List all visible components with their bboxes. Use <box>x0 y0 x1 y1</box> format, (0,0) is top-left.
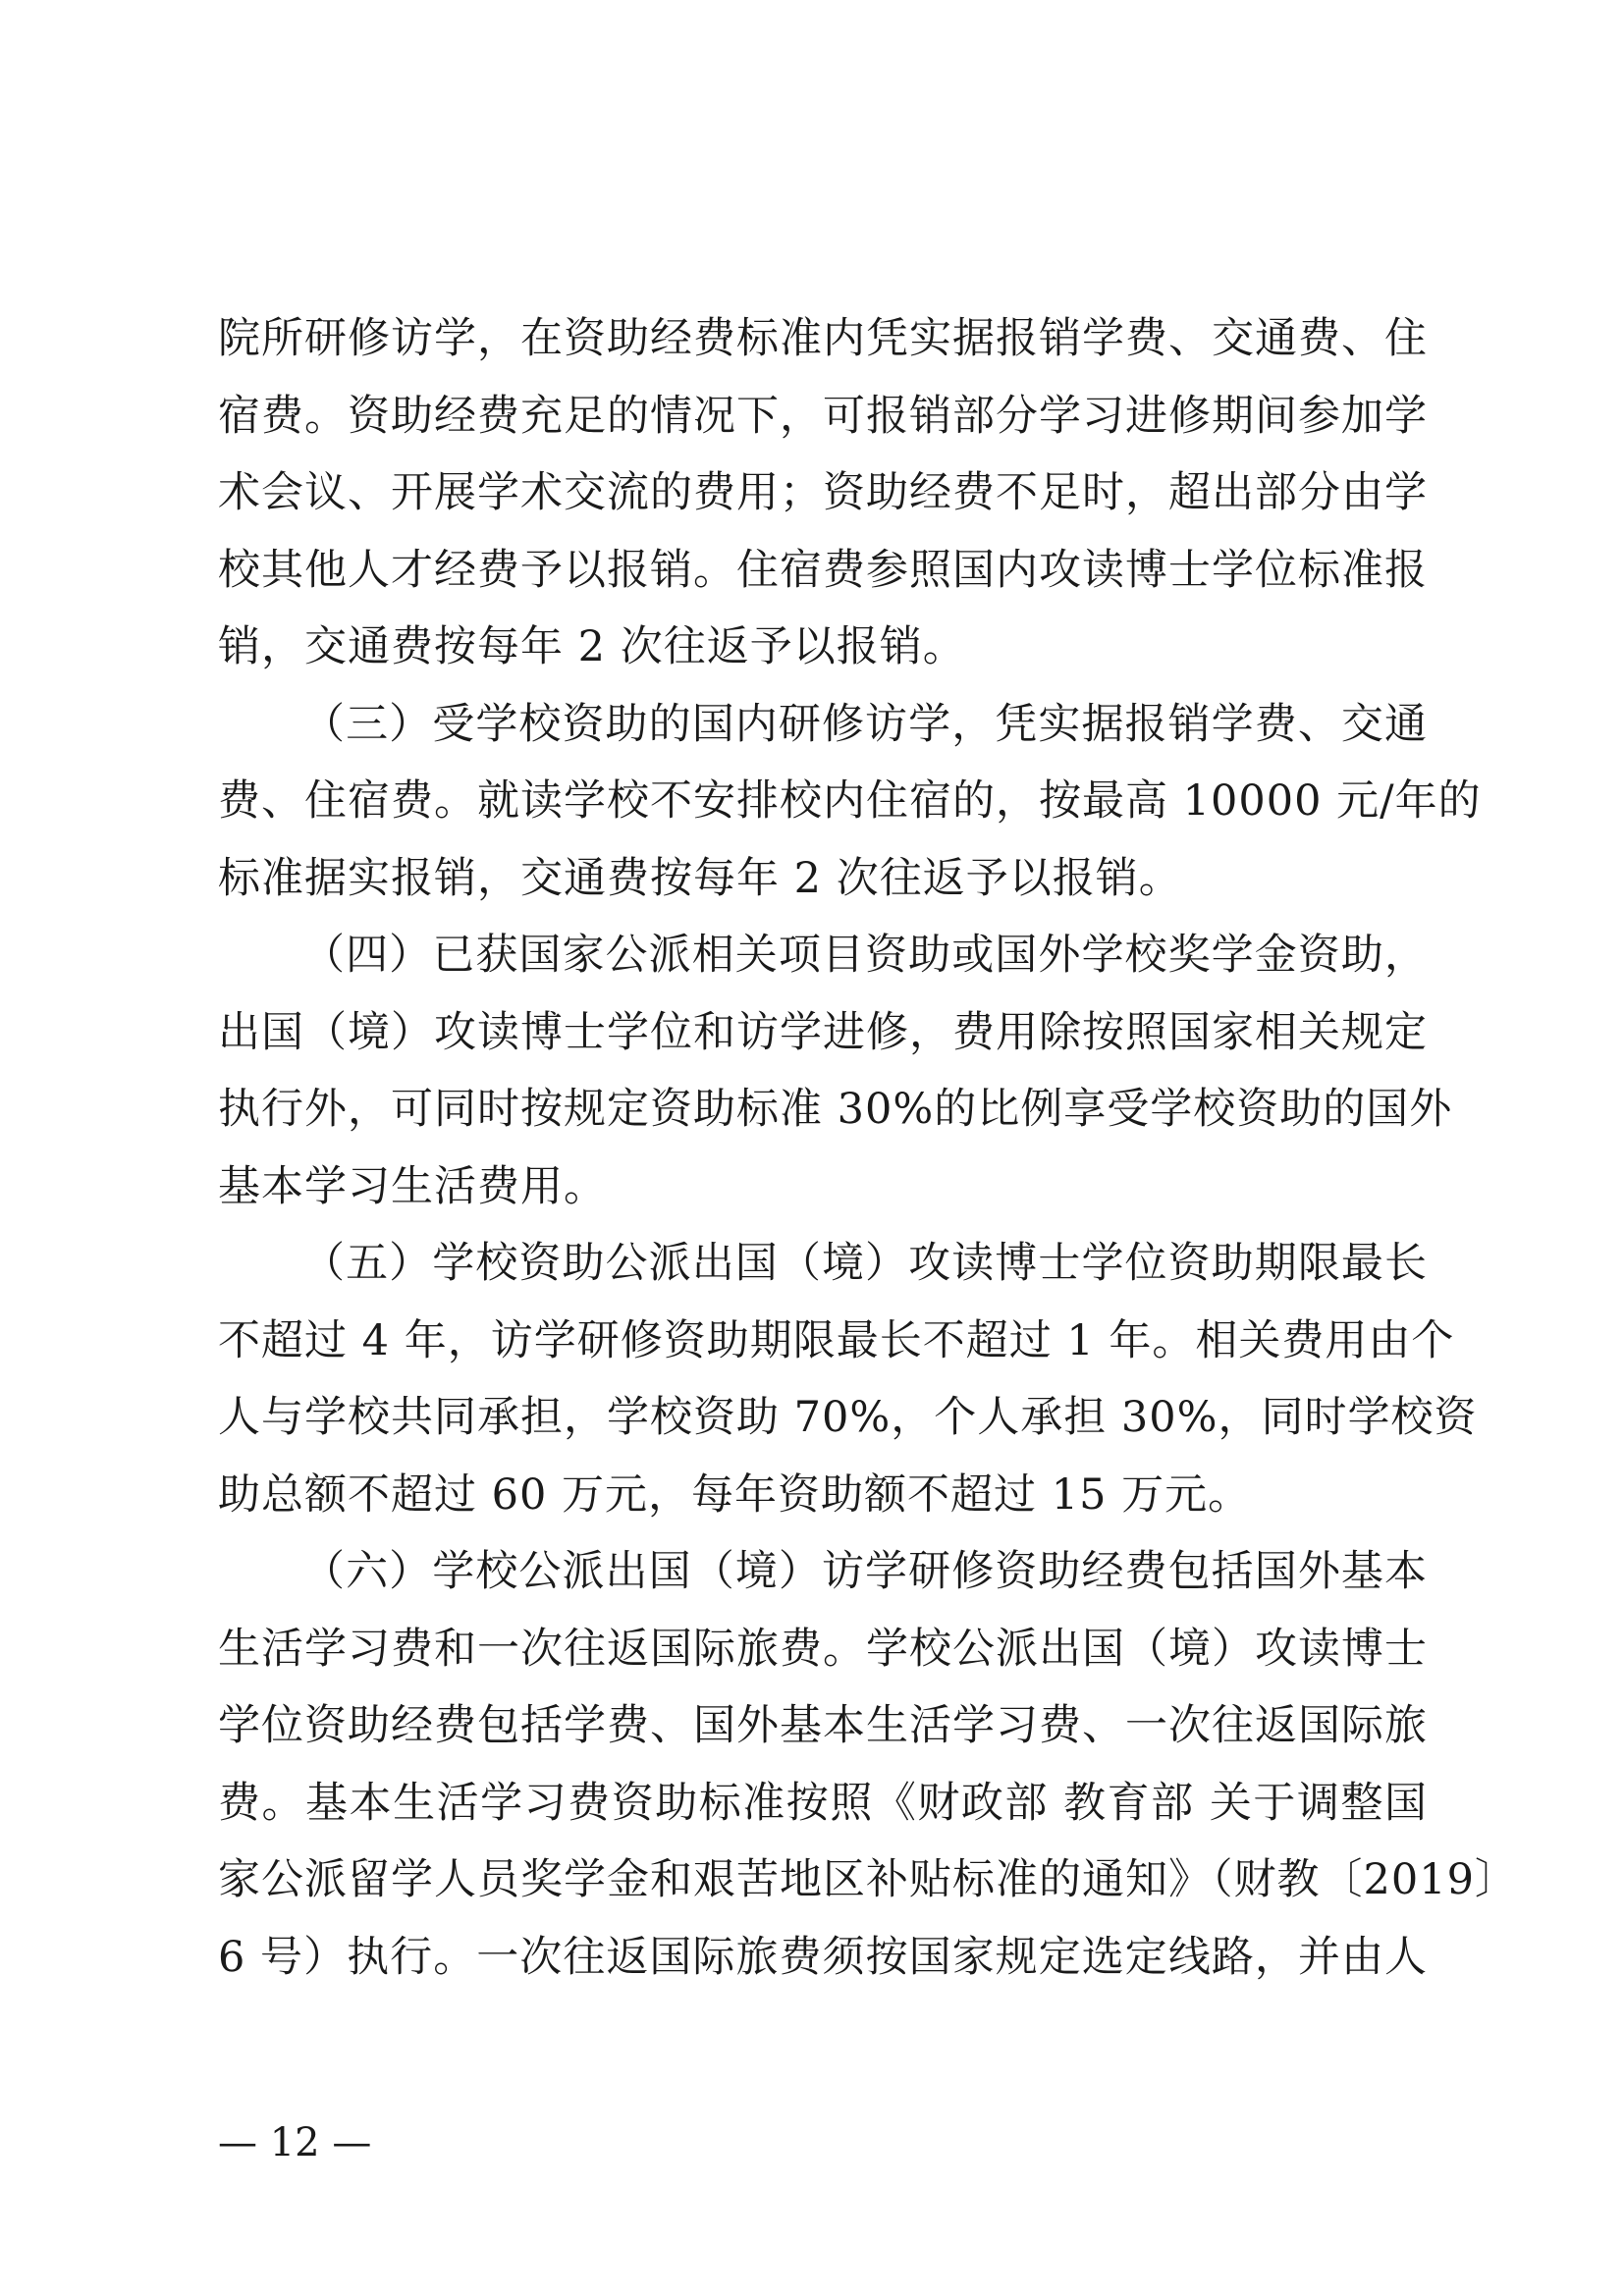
text-line: 人与学校共同承担，学校资助 70%，个人承担 30%，同时学校资 <box>218 1393 1478 1442</box>
text-line: 不超过 4 年，访学研修资助期限最长不超过 1 年。相关费用由个 <box>218 1315 1455 1365</box>
text-line: 术会议、开展学术交流的费用；资助经费不足时，超出部分由学 <box>218 468 1428 517</box>
text-line: 执行外，可同时按规定资助标准 30%的比例享受学校资助的国外 <box>218 1085 1453 1134</box>
text-line: 学位资助经费包括学费、国外基本生活学习费、一次往返国际旅 <box>218 1701 1428 1750</box>
text-line: 院所研修访学，在资助经费标准内凭实据报销学费、交通费、住 <box>218 314 1428 363</box>
text-line: 基本学习生活费用。 <box>218 1161 607 1211</box>
text-line: 费。基本生活学习费资助标准按照《财政部 教育部 关于调整国 <box>218 1778 1428 1828</box>
paragraph-three-first-line: （三）受学校资助的国内研修访学，凭实据报销学费、交通 <box>302 699 1428 749</box>
text-line: 6 号）执行。一次往返国际旅费须按国家规定选定线路，并由人 <box>218 1932 1428 1982</box>
paragraph-four-first-line: （四）已获国家公派相关项目资助或国外学校奖学金资助， <box>302 931 1428 980</box>
page-number: — 12 — <box>218 2120 372 2165</box>
text-line: 家公派留学人员奖学金和艰苦地区补贴标准的通知》（财教〔2019〕 <box>218 1855 1518 1904</box>
text-line: 费、住宿费。就读学校不安排校内住宿的，按最高 10000 元/年的 <box>218 776 1482 826</box>
text-line: 校其他人才经费予以报销。住宿费参照国内攻读博士学位标准报 <box>218 545 1428 595</box>
text-line: 标准据实报销，交通费按每年 2 次往返予以报销。 <box>218 853 1182 903</box>
text-line: 出国（境）攻读博士学位和访学进修，费用除按照国家相关规定 <box>218 1007 1428 1057</box>
text-line: 生活学习费和一次往返国际旅费。学校公派出国（境）攻读博士 <box>218 1624 1428 1674</box>
text-line: 销，交通费按每年 2 次往返予以报销。 <box>218 622 966 671</box>
paragraph-six-first-line: （六）学校公派出国（境）访学研修资助经费包括国外基本 <box>302 1547 1428 1596</box>
body-text <box>218 300 1518 1996</box>
text-line: 助总额不超过 60 万元，每年资助额不超过 15 万元。 <box>218 1469 1252 1520</box>
paragraph-five-first-line: （五）学校资助公派出国（境）攻读博士学位资助期限最长 <box>302 1239 1428 1288</box>
text-line: 宿费。资助经费充足的情况下，可报销部分学习进修期间参加学 <box>218 391 1428 441</box>
